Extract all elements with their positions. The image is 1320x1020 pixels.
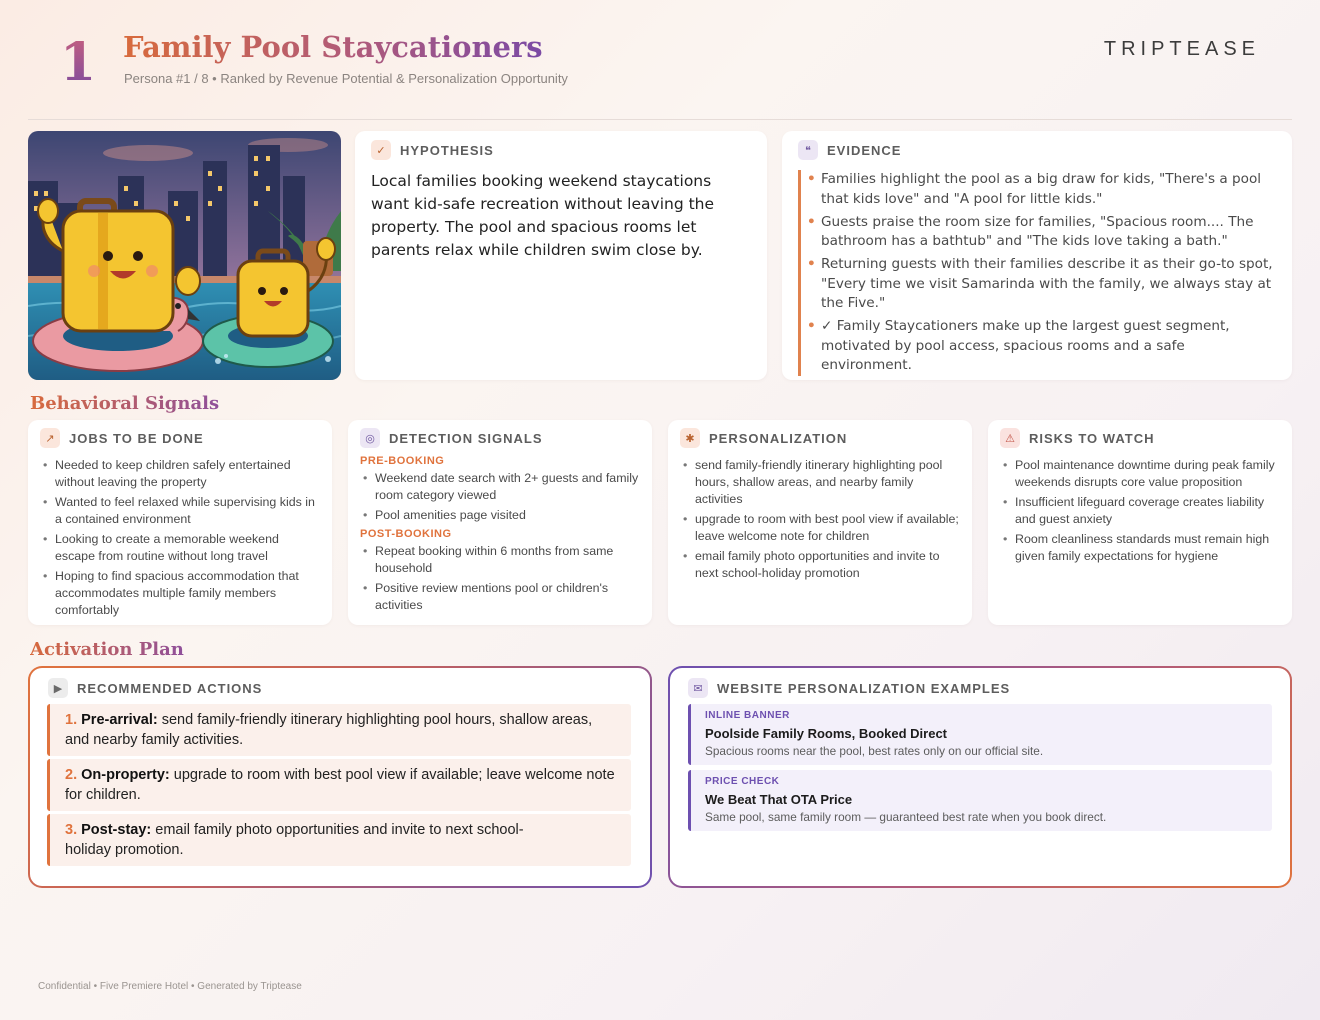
hypothesis-text: Local families booking weekend staycations want kid-safe recreation without leaving the property. The pool and spacious rooms let parents relax while children swim close by. xyxy=(371,172,715,259)
list-item: • Needed to keep children safely entertained without leaving the property xyxy=(40,457,322,491)
example-title: We Beat That OTA Price xyxy=(705,792,853,807)
list-item: • Hoping to find spacious accommodation that accommodates multiple family members comfortably xyxy=(40,568,322,619)
risks-card xyxy=(988,420,1292,625)
jobs-card xyxy=(28,420,332,625)
list-item: • Pool amenities page visited xyxy=(360,507,642,524)
play-icon: ▶ xyxy=(48,678,68,698)
evidence-item: • Guests praise the room size for families, "Spacious room.... The bathroom has a bathtub" and "The kids love taking a bath." xyxy=(821,213,1276,252)
evidence-label: EVIDENCE xyxy=(827,142,902,158)
evidence-item: • Returning guests with their families describe it as their go-to spot, "Every time we visit Samarinda with the family, we always stay at the Five." xyxy=(821,255,1276,314)
list-item: • Pool maintenance downtime during peak family weekends disrupts core value proposition xyxy=(1000,457,1282,491)
check-icon: ✓ xyxy=(371,140,391,160)
behavioral-section-title: Behavioral Signals xyxy=(30,393,220,414)
example-banner xyxy=(688,770,1272,831)
evidence-list xyxy=(798,170,1276,376)
list-item: • Positive review mentions pool or children's activities xyxy=(360,580,642,614)
example-tag: PRICE CHECK xyxy=(705,776,780,787)
page-subtitle: Persona #1 / 8 • Ranked by Revenue Potential & Personalization Opportunity xyxy=(124,71,568,86)
page-title: Family Pool Staycationers xyxy=(123,30,543,64)
recommended-actions-card xyxy=(28,666,652,888)
persona-illustration xyxy=(28,131,341,380)
examples-label: WEBSITE PERSONALIZATION EXAMPLES xyxy=(717,680,1011,696)
pre-booking-label: PRE-BOOKING xyxy=(360,455,445,467)
actions-label: RECOMMENDED ACTIONS xyxy=(77,680,263,696)
example-banner xyxy=(688,704,1272,765)
personalization-list xyxy=(680,457,962,582)
list-item: • send family-friendly itinerary highlighting pool hours, shallow areas, and nearby family activities xyxy=(680,457,962,508)
list-item: • upgrade to room with best pool view if available; leave welcome note for children xyxy=(680,511,962,545)
website-examples-card xyxy=(668,666,1292,888)
evidence-item: • Families highlight the pool as a big draw for kids, "There's a pool that kids love" and "A pool for little kids." xyxy=(821,170,1276,209)
jobs-label: JOBS TO BE DONE xyxy=(69,430,204,446)
example-title: Poolside Family Rooms, Booked Direct xyxy=(705,726,947,741)
pre-booking-list xyxy=(360,470,642,524)
action-item: 2. On-property: upgrade to room with best pool view if available; leave welcome note for children. xyxy=(47,759,631,811)
evidence-item: • ✓ Family Staycationers make up the largest guest segment, motivated by pool access, spacious rooms and a safe environment. xyxy=(821,317,1276,376)
example-desc: Spacious rooms near the pool, best rates only on our official site. xyxy=(705,744,1044,758)
page-header xyxy=(28,28,1292,120)
quote-icon: ❝ xyxy=(798,140,818,160)
list-item: • email family photo opportunities and invite to next school-holiday promotion xyxy=(680,548,962,582)
post-booking-label: POST-BOOKING xyxy=(360,528,452,540)
list-item: • Wanted to feel relaxed while supervising kids in a contained environment xyxy=(40,494,322,528)
action-item: 3. Post-stay: email family photo opportunities and invite to next school-holiday promotion. xyxy=(47,814,631,866)
evidence-card xyxy=(782,131,1292,380)
personalization-card xyxy=(668,420,972,625)
arrow-up-right-icon: ↗ xyxy=(40,428,60,448)
brand-logo: TRIPTEASE xyxy=(1103,38,1260,60)
envelope-icon: ✉ xyxy=(688,678,708,698)
warning-icon: ⚠ xyxy=(1000,428,1020,448)
sparkle-icon: ✱ xyxy=(680,428,700,448)
activation-section-title: Activation Plan xyxy=(30,639,184,660)
action-item: 1. Pre-arrival: send family-friendly itinerary highlighting pool hours, shallow areas, and nearby family activities. xyxy=(47,704,631,756)
list-item: • Room cleanliness standards must remain high given family expectations for hygiene xyxy=(1000,531,1282,565)
hypothesis-label: HYPOTHESIS xyxy=(400,142,494,158)
list-item: • Weekend date search with 2+ guests and family room category viewed xyxy=(360,470,642,504)
target-icon: ◎ xyxy=(360,428,380,448)
list-item: • Insufficient lifeguard coverage creates liability and guest anxiety xyxy=(1000,494,1282,528)
list-item: • Looking to create a memorable weekend escape from routine without long travel xyxy=(40,531,322,565)
page-footer: Confidential • Five Premiere Hotel • Generated by Triptease xyxy=(38,981,302,992)
hypothesis-card xyxy=(355,131,767,380)
detection-label: DETECTION SIGNALS xyxy=(389,430,543,446)
risks-label: RISKS TO WATCH xyxy=(1029,430,1155,446)
personalization-label: PERSONALIZATION xyxy=(709,430,848,446)
example-desc: Same pool, same family room — guaranteed best rate when you book direct. xyxy=(705,810,1107,824)
risks-list xyxy=(1000,457,1282,565)
persona-rank: 1 xyxy=(60,32,97,93)
list-item: • Repeat booking within 6 months from same household xyxy=(360,543,642,577)
jobs-list xyxy=(40,457,322,619)
detection-card xyxy=(348,420,652,625)
example-tag: INLINE BANNER xyxy=(705,710,790,721)
post-booking-list xyxy=(360,543,642,614)
